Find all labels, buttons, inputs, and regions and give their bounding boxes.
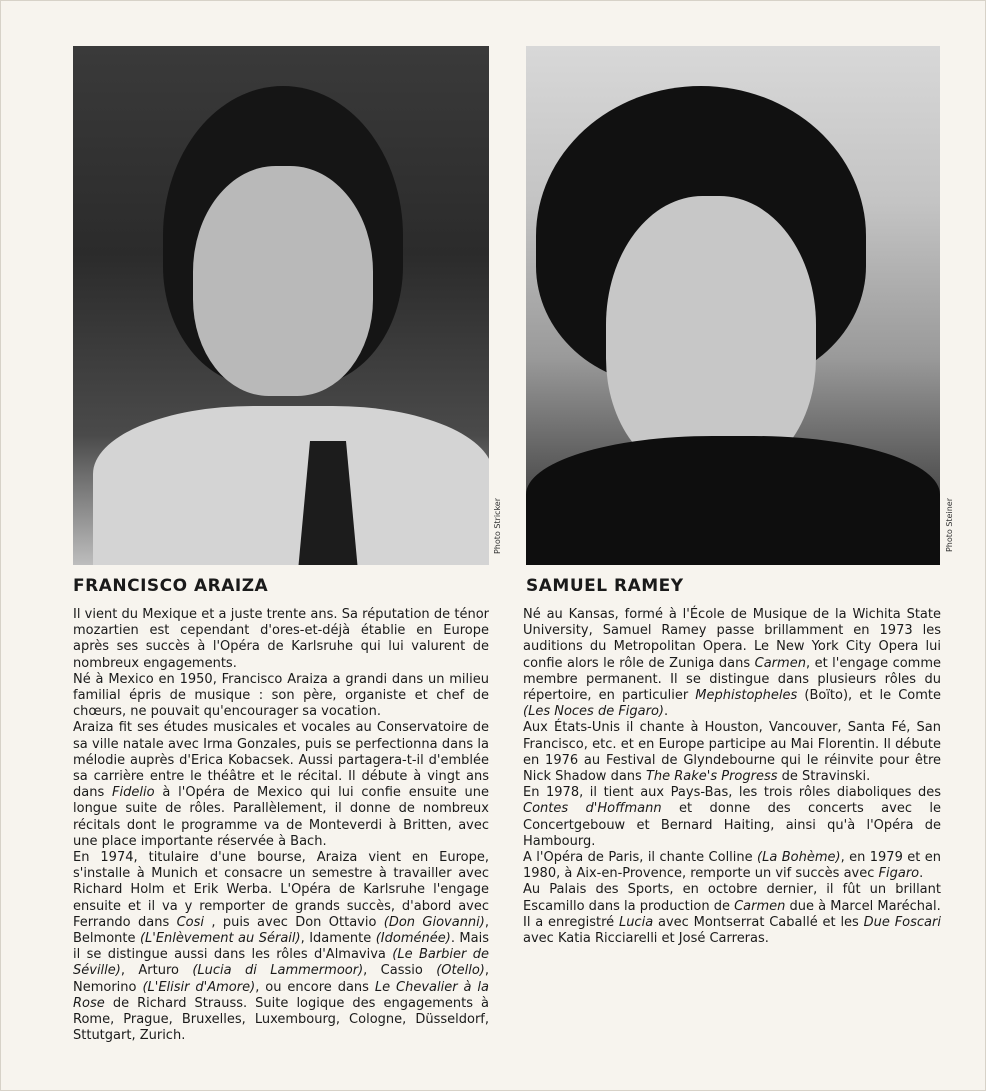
photo-credit-left: Photo Stricker [493,498,502,555]
portrait-photo-araiza [73,46,489,565]
bio-paragraph: Au Palais des Sports, en octobre dernier, il fût un brillant Escamillo dans la production de Carmen due à Marcel Maréchal. [523,882,941,914]
biography-araiza [73,607,489,1044]
biography-ramey [523,607,941,947]
bio-paragraph: En 1974, titulaire d'une bourse, Araiza vient en Europe, s'installe à Munich et consacre un semestre à travailler avec Richard Holm et Erik Werba. L'Opéra de Karlsruhe l'engage ensuite et il va y remporter de grands succès, d'abord avec Ferrando dans Cosi , puis avec Don Ottavio (Don Giovanni), Belmonte (L'Enlèvement au Sérail), Idamente (Idoménée). Mais il se distingue aussi dans les rôles d'Almaviva (Le Barbier de Séville), Arturo (Lucia di Lammermoor), Cassio (Otello), Nemorino (L'Elisir d'Amore), ou encore dans Le Chevalier à la Rose de Richard Strauss. Suite logique des engagements à Rome, Prague, Bruxelles, Luxembourg, Cologne, Düsseldorf, Sttutgart, Zurich. [73,850,489,1044]
bio-paragraph: Il vient du Mexique et a juste trente ans. Sa réputation de ténor mozartien est cependant d'ores-et-déjà établie en Europe après ses succès à l'Opéra de Karlsruhe qui lui valurent de nombreux engagements. [73,607,489,671]
singer-name-ramey: SAMUEL RAMEY [526,576,684,596]
bio-paragraph: Né au Kansas, formé à l'École de Musique de la Wichita State University, Samuel Ramey passe brillamment en 1973 les auditions du Metropolitan Opera. Le New York City Opera lui confie alors le rôle de Zuniga dans Carmen, et l'engage comme membre permanent. Il se distingue dans plusieurs rôles du répertoire, en particulier Mephistopheles (Boïto), et le Comte (Les Noces de Figaro). [523,607,941,720]
bio-paragraph: Araiza fit ses études musicales et vocales au Conservatoire de sa ville natale avec Irma Gonzales, puis se perfectionna dans la mélodie auprès d'Erica Kobacsek. Aussi partagera-t-il d'emblée sa carrière entre le théâtre et le récital. Il débute à vingt ans dans Fidelio à l'Opéra de Mexico qui lui confie ensuite une longue suite de rôles. Parallèlement, il donne de nombreux récitals dont le programme va de Monteverdi à Britten, avec une place importante réservée à Bach. [73,720,489,849]
bio-paragraph: Né à Mexico en 1950, Francisco Araiza a grandi dans un milieu familial épris de musique : son père, organiste et chef de chœurs, ne pouvait qu'encourager sa vocation. [73,671,489,720]
portrait-photo-ramey [526,46,940,565]
bio-paragraph: En 1978, il tient aux Pays-Bas, les trois rôles diaboliques des Contes d'Hoffmann et donne des concerts avec le Concertgebouw et Bernard Haiting, ainsi qu'à l'Opéra de Hambourg. [523,785,941,849]
bio-paragraph: Il a enregistré Lucia avec Montserrat Caballé et les Due Foscari avec Katia Ricciarelli et José Carreras. [523,914,941,947]
bio-paragraph: Aux États-Unis il chante à Houston, Vancouver, Santa Fé, San Francisco, etc. et en Europe participe au Mai Florentin. Il débute en 1976 au Festival de Glyndebourne qui le réinvite pour être Nick Shadow dans The Rake's Progress de Stravinski. [523,720,941,785]
photo-credit-right: Photo Steiner [945,498,954,553]
singer-name-araiza: FRANCISCO ARAIZA [73,576,269,596]
bio-paragraph: A l'Opéra de Paris, il chante Colline (La Bohème), en 1979 et en 1980, à Aix-en-Provence, remporte un vif succès avec Figaro. [523,850,941,882]
